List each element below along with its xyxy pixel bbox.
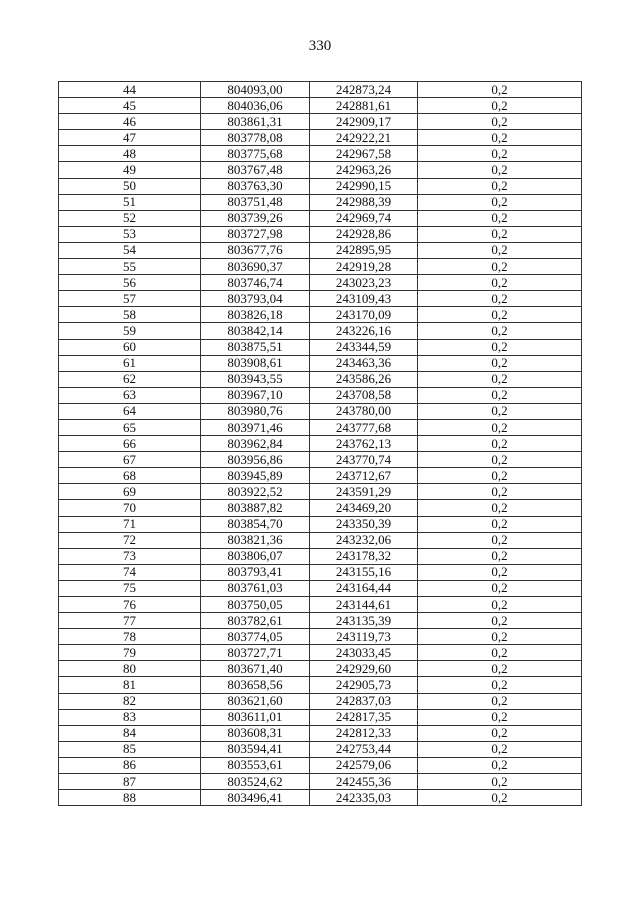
error-cell: 0,2: [418, 114, 582, 130]
x-coordinate-cell: 803943,55: [201, 371, 310, 387]
point-number-cell: 44: [59, 82, 201, 98]
table-row: [59, 645, 582, 661]
table-row: [59, 452, 582, 468]
table-row: [59, 130, 582, 146]
x-coordinate-cell: 803854,70: [201, 516, 310, 532]
point-number-cell: 88: [59, 790, 201, 806]
point-number-cell: 68: [59, 468, 201, 484]
table-row: [59, 613, 582, 629]
y-coordinate-cell: 243780,00: [310, 403, 418, 419]
table-row: [59, 500, 582, 516]
point-number-cell: 72: [59, 532, 201, 548]
y-coordinate-cell: 243712,67: [310, 468, 418, 484]
point-number-cell: 81: [59, 677, 201, 693]
error-cell: 0,2: [418, 419, 582, 435]
point-number-cell: 47: [59, 130, 201, 146]
table-row: [59, 162, 582, 178]
error-cell: 0,2: [418, 629, 582, 645]
y-coordinate-cell: 242881,61: [310, 98, 418, 114]
error-cell: 0,2: [418, 693, 582, 709]
table-row: [59, 790, 582, 806]
y-coordinate-cell: 242873,24: [310, 82, 418, 98]
error-cell: 0,2: [418, 403, 582, 419]
table-row: [59, 403, 582, 419]
x-coordinate-cell: 803594,41: [201, 741, 310, 757]
x-coordinate-cell: 803778,08: [201, 130, 310, 146]
error-cell: 0,2: [418, 307, 582, 323]
table-row: [59, 114, 582, 130]
point-number-cell: 57: [59, 291, 201, 307]
table-row: [59, 98, 582, 114]
point-number-cell: 75: [59, 580, 201, 596]
point-number-cell: 70: [59, 500, 201, 516]
table-row: [59, 484, 582, 500]
y-coordinate-cell: 242837,03: [310, 693, 418, 709]
y-coordinate-cell: 242988,39: [310, 194, 418, 210]
table-row: [59, 516, 582, 532]
point-number-cell: 71: [59, 516, 201, 532]
point-number-cell: 46: [59, 114, 201, 130]
x-coordinate-cell: 803793,04: [201, 291, 310, 307]
error-cell: 0,2: [418, 468, 582, 484]
table-row: [59, 419, 582, 435]
table-row: [59, 323, 582, 339]
x-coordinate-cell: 803875,51: [201, 339, 310, 355]
point-number-cell: 50: [59, 178, 201, 194]
error-cell: 0,2: [418, 291, 582, 307]
point-number-cell: 64: [59, 403, 201, 419]
table-row: [59, 629, 582, 645]
table-row: [59, 468, 582, 484]
error-cell: 0,2: [418, 725, 582, 741]
error-cell: 0,2: [418, 580, 582, 596]
x-coordinate-cell: 803727,71: [201, 645, 310, 661]
error-cell: 0,2: [418, 371, 582, 387]
x-coordinate-cell: 803763,30: [201, 178, 310, 194]
y-coordinate-cell: 242905,73: [310, 677, 418, 693]
error-cell: 0,2: [418, 548, 582, 564]
point-number-cell: 53: [59, 226, 201, 242]
y-coordinate-cell: 242335,03: [310, 790, 418, 806]
x-coordinate-cell: 803524,62: [201, 774, 310, 790]
y-coordinate-cell: 243232,06: [310, 532, 418, 548]
x-coordinate-cell: 803751,48: [201, 194, 310, 210]
error-cell: 0,2: [418, 259, 582, 275]
x-coordinate-cell: 803677,76: [201, 242, 310, 258]
point-number-cell: 79: [59, 645, 201, 661]
error-cell: 0,2: [418, 661, 582, 677]
point-number-cell: 59: [59, 323, 201, 339]
error-cell: 0,2: [418, 210, 582, 226]
x-coordinate-cell: 803658,56: [201, 677, 310, 693]
x-coordinate-cell: 803971,46: [201, 419, 310, 435]
error-cell: 0,2: [418, 516, 582, 532]
point-number-cell: 66: [59, 436, 201, 452]
coordinates-table-body: [59, 82, 582, 806]
table-row: [59, 242, 582, 258]
error-cell: 0,2: [418, 532, 582, 548]
y-coordinate-cell: 242928,86: [310, 226, 418, 242]
point-number-cell: 55: [59, 259, 201, 275]
point-number-cell: 85: [59, 741, 201, 757]
point-number-cell: 48: [59, 146, 201, 162]
x-coordinate-cell: 803967,10: [201, 387, 310, 403]
table-row: [59, 387, 582, 403]
page-number: 330: [308, 38, 332, 54]
point-number-cell: 45: [59, 98, 201, 114]
y-coordinate-cell: 242963,26: [310, 162, 418, 178]
table-row: [59, 146, 582, 162]
y-coordinate-cell: 242969,74: [310, 210, 418, 226]
x-coordinate-cell: 803774,05: [201, 629, 310, 645]
x-coordinate-cell: 803767,48: [201, 162, 310, 178]
x-coordinate-cell: 803945,89: [201, 468, 310, 484]
point-number-cell: 82: [59, 693, 201, 709]
error-cell: 0,2: [418, 323, 582, 339]
table-row: [59, 661, 582, 677]
y-coordinate-cell: 243135,39: [310, 613, 418, 629]
x-coordinate-cell: 803727,98: [201, 226, 310, 242]
table-row: [59, 532, 582, 548]
point-number-cell: 83: [59, 709, 201, 725]
table-row: [59, 709, 582, 725]
error-cell: 0,2: [418, 162, 582, 178]
point-number-cell: 61: [59, 355, 201, 371]
y-coordinate-cell: 242455,36: [310, 774, 418, 790]
x-coordinate-cell: 803793,41: [201, 564, 310, 580]
x-coordinate-cell: 803775,68: [201, 146, 310, 162]
y-coordinate-cell: 242895,95: [310, 242, 418, 258]
y-coordinate-cell: 242919,28: [310, 259, 418, 275]
point-number-cell: 69: [59, 484, 201, 500]
y-coordinate-cell: 243109,43: [310, 291, 418, 307]
error-cell: 0,2: [418, 436, 582, 452]
point-number-cell: 54: [59, 242, 201, 258]
x-coordinate-cell: 803962,84: [201, 436, 310, 452]
error-cell: 0,2: [418, 564, 582, 580]
table-row: [59, 757, 582, 773]
x-coordinate-cell: 803782,61: [201, 613, 310, 629]
y-coordinate-cell: 243178,32: [310, 548, 418, 564]
error-cell: 0,2: [418, 355, 582, 371]
point-number-cell: 80: [59, 661, 201, 677]
point-number-cell: 49: [59, 162, 201, 178]
x-coordinate-cell: 804093,00: [201, 82, 310, 98]
table-row: [59, 693, 582, 709]
error-cell: 0,2: [418, 597, 582, 613]
point-number-cell: 74: [59, 564, 201, 580]
y-coordinate-cell: 242817,35: [310, 709, 418, 725]
x-coordinate-cell: 803671,40: [201, 661, 310, 677]
error-cell: 0,2: [418, 242, 582, 258]
y-coordinate-cell: 242579,06: [310, 757, 418, 773]
y-coordinate-cell: 243033,45: [310, 645, 418, 661]
error-cell: 0,2: [418, 275, 582, 291]
error-cell: 0,2: [418, 645, 582, 661]
point-number-cell: 77: [59, 613, 201, 629]
x-coordinate-cell: 803826,18: [201, 307, 310, 323]
error-cell: 0,2: [418, 146, 582, 162]
table-row: [59, 436, 582, 452]
error-cell: 0,2: [418, 82, 582, 98]
y-coordinate-cell: 242909,17: [310, 114, 418, 130]
x-coordinate-cell: 803908,61: [201, 355, 310, 371]
table-row: [59, 259, 582, 275]
y-coordinate-cell: 243463,36: [310, 355, 418, 371]
x-coordinate-cell: 803496,41: [201, 790, 310, 806]
table-row: [59, 677, 582, 693]
table-row: [59, 178, 582, 194]
y-coordinate-cell: 242929,60: [310, 661, 418, 677]
table-row: [59, 355, 582, 371]
y-coordinate-cell: 242922,21: [310, 130, 418, 146]
x-coordinate-cell: 804036,06: [201, 98, 310, 114]
x-coordinate-cell: 803750,05: [201, 597, 310, 613]
y-coordinate-cell: 243762,13: [310, 436, 418, 452]
point-number-cell: 67: [59, 452, 201, 468]
point-number-cell: 63: [59, 387, 201, 403]
y-coordinate-cell: 243170,09: [310, 307, 418, 323]
error-cell: 0,2: [418, 613, 582, 629]
error-cell: 0,2: [418, 757, 582, 773]
table-row: [59, 371, 582, 387]
y-coordinate-cell: 243226,16: [310, 323, 418, 339]
x-coordinate-cell: 803621,60: [201, 693, 310, 709]
error-cell: 0,2: [418, 226, 582, 242]
table-row: [59, 564, 582, 580]
y-coordinate-cell: 243144,61: [310, 597, 418, 613]
error-cell: 0,2: [418, 774, 582, 790]
y-coordinate-cell: 243777,68: [310, 419, 418, 435]
table-row: [59, 339, 582, 355]
y-coordinate-cell: 242967,58: [310, 146, 418, 162]
point-number-cell: 84: [59, 725, 201, 741]
table-row: [59, 741, 582, 757]
error-cell: 0,2: [418, 709, 582, 725]
table-row: [59, 210, 582, 226]
x-coordinate-cell: 803761,03: [201, 580, 310, 596]
error-cell: 0,2: [418, 500, 582, 516]
y-coordinate-cell: 242812,33: [310, 725, 418, 741]
point-number-cell: 78: [59, 629, 201, 645]
x-coordinate-cell: 803746,74: [201, 275, 310, 291]
point-number-cell: 62: [59, 371, 201, 387]
error-cell: 0,2: [418, 741, 582, 757]
point-number-cell: 60: [59, 339, 201, 355]
y-coordinate-cell: 243344,59: [310, 339, 418, 355]
table-row: [59, 82, 582, 98]
point-number-cell: 65: [59, 419, 201, 435]
x-coordinate-cell: 803690,37: [201, 259, 310, 275]
table-row: [59, 226, 582, 242]
point-number-cell: 52: [59, 210, 201, 226]
y-coordinate-cell: 243586,26: [310, 371, 418, 387]
point-number-cell: 56: [59, 275, 201, 291]
table-row: [59, 580, 582, 596]
y-coordinate-cell: 243770,74: [310, 452, 418, 468]
y-coordinate-cell: 243164,44: [310, 580, 418, 596]
x-coordinate-cell: 803956,86: [201, 452, 310, 468]
y-coordinate-cell: 243469,20: [310, 500, 418, 516]
x-coordinate-cell: 803611,01: [201, 709, 310, 725]
point-number-cell: 76: [59, 597, 201, 613]
y-coordinate-cell: 242753,44: [310, 741, 418, 757]
x-coordinate-cell: 803806,07: [201, 548, 310, 564]
table-row: [59, 307, 582, 323]
point-number-cell: 58: [59, 307, 201, 323]
error-cell: 0,2: [418, 484, 582, 500]
point-number-cell: 73: [59, 548, 201, 564]
table-row: [59, 194, 582, 210]
error-cell: 0,2: [418, 677, 582, 693]
coordinates-table: [58, 81, 582, 806]
y-coordinate-cell: 243119,73: [310, 629, 418, 645]
error-cell: 0,2: [418, 98, 582, 114]
table-row: [59, 291, 582, 307]
error-cell: 0,2: [418, 790, 582, 806]
error-cell: 0,2: [418, 452, 582, 468]
error-cell: 0,2: [418, 194, 582, 210]
x-coordinate-cell: 803980,76: [201, 403, 310, 419]
table-row: [59, 597, 582, 613]
point-number-cell: 51: [59, 194, 201, 210]
table-row: [59, 725, 582, 741]
y-coordinate-cell: 243023,23: [310, 275, 418, 291]
error-cell: 0,2: [418, 387, 582, 403]
point-number-cell: 86: [59, 757, 201, 773]
x-coordinate-cell: 803553,61: [201, 757, 310, 773]
y-coordinate-cell: 242990,15: [310, 178, 418, 194]
error-cell: 0,2: [418, 178, 582, 194]
x-coordinate-cell: 803821,36: [201, 532, 310, 548]
x-coordinate-cell: 803842,14: [201, 323, 310, 339]
x-coordinate-cell: 803922,52: [201, 484, 310, 500]
x-coordinate-cell: 803887,82: [201, 500, 310, 516]
error-cell: 0,2: [418, 130, 582, 146]
y-coordinate-cell: 243350,39: [310, 516, 418, 532]
x-coordinate-cell: 803608,31: [201, 725, 310, 741]
x-coordinate-cell: 803739,26: [201, 210, 310, 226]
error-cell: 0,2: [418, 339, 582, 355]
table-row: [59, 774, 582, 790]
y-coordinate-cell: 243155,16: [310, 564, 418, 580]
y-coordinate-cell: 243591,29: [310, 484, 418, 500]
table-row: [59, 548, 582, 564]
y-coordinate-cell: 243708,58: [310, 387, 418, 403]
table-row: [59, 275, 582, 291]
x-coordinate-cell: 803861,31: [201, 114, 310, 130]
point-number-cell: 87: [59, 774, 201, 790]
